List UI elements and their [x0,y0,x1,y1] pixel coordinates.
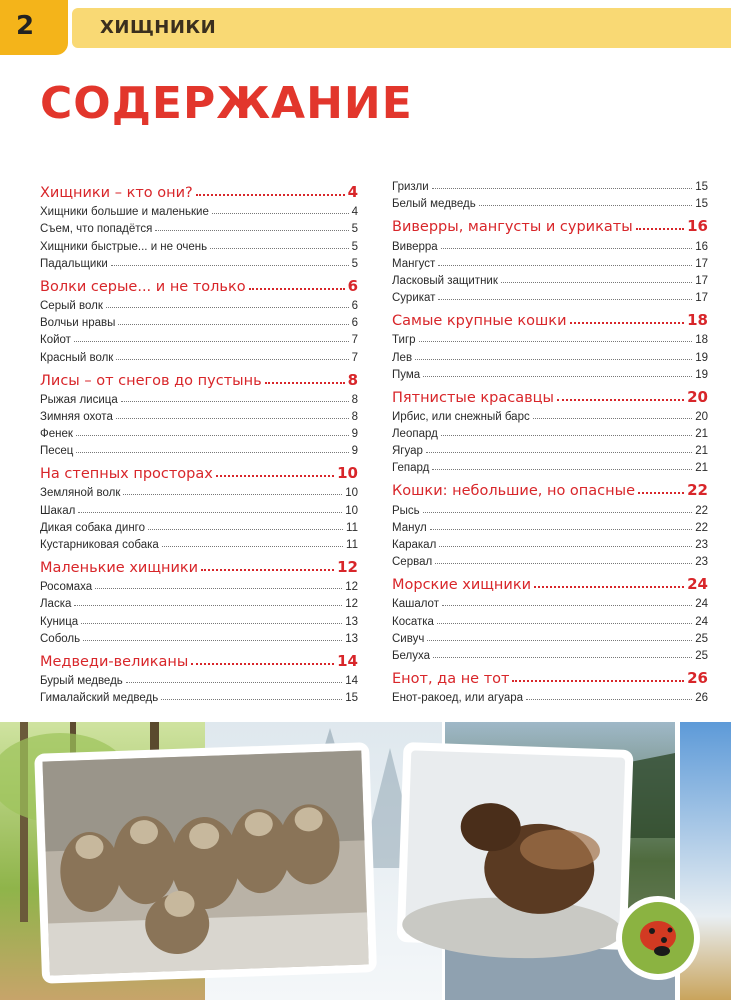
toc-section-title: Морские хищники [392,577,532,594]
dot-leader [423,512,693,513]
toc-item[interactable] [40,593,358,610]
toc-section-page: 16 [687,217,708,236]
toc-item-title: Белуха [392,649,431,662]
dot-leader [116,418,349,419]
toc-item-title: Мангуст [392,257,436,270]
toc-section-title: Медведи-великаны [40,653,189,670]
toc-item-page: 8 [351,393,358,406]
dot-leader [415,359,692,360]
toc-item[interactable] [40,628,358,645]
dot-leader [427,640,692,641]
dot-leader [74,341,349,342]
dot-leader [426,452,692,453]
toc-section-title: Хищники – кто они? [40,185,193,201]
toc-item-title: Падальщики [40,257,108,270]
toc-item[interactable] [40,687,358,704]
toc-item-page: 13 [345,632,358,645]
dot-leader [512,680,684,682]
dot-leader [438,265,692,266]
toc-item-page: 23 [695,556,708,569]
toc-item-title: Ирбис, или снежный барс [392,410,530,423]
toc-item[interactable] [40,346,358,363]
dot-leader [126,682,342,683]
toc-item[interactable] [392,193,708,210]
toc-item-page: 4 [351,206,358,219]
toc-item-page: 5 [351,240,358,253]
toc-item[interactable] [392,628,708,645]
toc-item-title: Съем, что попадётся [40,223,153,236]
toc-section[interactable] [40,554,358,576]
toc-item-title: Кашалот [392,598,439,611]
toc-section-title: Енот, да не тот [392,670,510,687]
dot-leader [210,248,348,249]
toc-item-page: 10 [345,504,358,517]
dot-leader [196,194,345,196]
toc-item-title: Шакал [40,504,76,517]
toc-item[interactable] [392,329,708,346]
dot-leader [116,359,348,360]
dot-leader [212,213,349,214]
toc-item[interactable] [40,201,358,218]
toc-item-page: 5 [351,223,358,236]
toc-item[interactable] [392,270,708,287]
toc-item[interactable] [392,593,708,610]
toc-item-title: Енот-ракоед, или агуара [392,692,524,705]
toc-item-page: 7 [351,351,358,364]
toc-item-title: Росомаха [40,581,93,594]
toc-item[interactable] [392,517,708,534]
toc-item[interactable] [392,423,708,440]
toc-section-title: Пятнистые красавцы [392,389,554,406]
toc-item[interactable] [40,610,358,627]
dot-leader [148,529,343,530]
toc-item-page: 16 [695,240,708,253]
toc-item-title: Земляной волк [40,487,121,500]
dot-leader [76,435,349,436]
toc-item-title: Дикая собака динго [40,521,146,534]
toc-item[interactable] [392,346,708,363]
dot-leader [118,324,348,325]
toc-section[interactable] [40,460,358,482]
toc-item-title: Сурикат [392,292,436,305]
toc-item-title: Красный волк [40,351,114,364]
toc-section-page: 14 [337,651,358,670]
toc-section-page: 20 [687,387,708,406]
toc-item-page: 24 [695,598,708,611]
toc-item-page: 11 [346,521,358,534]
dot-leader [501,282,692,283]
toc-item-title: Ласка [40,598,72,611]
toc-item[interactable] [40,253,358,270]
dot-leader [249,288,345,290]
toc-section[interactable] [392,384,708,406]
toc-section-title: Самые крупные кошки [392,313,567,330]
toc-item-page: 6 [351,317,358,330]
toc-item-page: 17 [695,274,708,287]
toc-item-page: 12 [345,581,358,594]
dot-leader [432,469,692,470]
toc-item[interactable] [392,176,708,193]
dot-leader [432,188,693,189]
dot-leader [430,529,693,530]
toc-item[interactable] [40,670,358,687]
dot-leader [111,265,349,266]
toc-item[interactable] [40,312,358,329]
toc-section-title: Волки серые... и не только [40,278,246,295]
toc-section-title: Маленькие хищники [40,560,199,576]
toc-section-title: На степных просторах [40,466,213,483]
dot-leader [442,605,692,606]
toc-item-page: 9 [351,428,358,441]
toc-item-page: 6 [351,299,358,312]
toc-item-title: Гепард [392,462,430,475]
toc-item-page: 19 [695,351,708,364]
dot-leader [441,435,692,436]
toc-item-page: 15 [695,198,708,211]
dot-leader [216,475,334,477]
toc-section-page: 6 [347,276,358,295]
toc-item-title: Соболь [40,632,81,645]
toc-section-page: 4 [347,183,358,201]
toc-item[interactable] [392,440,708,457]
toc-item-page: 21 [695,462,708,475]
dot-leader [201,569,334,571]
toc-section-title: Виверры, мангусты и сурикаты [392,219,633,236]
toc-item-page: 25 [695,632,708,645]
toc-section-page: 12 [337,558,358,576]
toc-item-title: Хищники большие и маленькие [40,206,209,219]
toc-section[interactable] [392,665,708,687]
ladybug-photo [616,896,700,980]
toc-item-page: 22 [695,504,708,517]
toc-item-page: 24 [695,615,708,628]
toc-item-page: 23 [695,539,708,551]
toc-item[interactable] [40,218,358,235]
toc-item-title: Косатка [392,615,434,628]
toc-item[interactable] [40,482,358,499]
toc-section-title: Лисы – от снегов до пустынь [40,372,262,389]
toc-item-title: Кустарниковая собака [40,539,159,551]
dot-leader [638,492,684,494]
toc-item-page: 18 [695,334,708,347]
toc-item-page: 14 [345,674,358,687]
toc-section-page: 24 [687,575,708,594]
dot-leader [162,546,343,547]
dot-leader [439,546,692,547]
photo-collage [0,718,731,1000]
dot-leader [155,230,348,231]
toc-section-page: 8 [347,370,358,389]
dot-leader [74,605,342,606]
toc-item[interactable] [392,534,708,551]
toc-item[interactable] [40,235,358,252]
dot-leader [123,494,342,495]
toc-section[interactable] [392,477,708,499]
wolverine-photo [396,742,633,962]
toc-item-page: 21 [695,428,708,441]
dot-leader [636,228,684,230]
dot-leader [81,623,342,624]
dot-leader [570,322,685,324]
toc-item-title: Лев [392,351,413,364]
toc-item-title: Зимняя охота [40,410,113,423]
toc-item-title: Ласковый защитник [392,274,498,287]
toc-item-page: 11 [346,539,358,551]
dot-leader [526,699,692,700]
dot-leader [76,452,348,453]
toc-item[interactable] [392,457,708,474]
toc-item[interactable] [392,253,708,270]
toc-section[interactable] [40,367,358,389]
toc-item-page: 17 [695,257,708,270]
dot-leader [161,699,342,700]
toc-section[interactable] [392,213,708,235]
dot-leader [121,401,349,402]
toc-item[interactable] [392,287,708,304]
dot-leader [557,399,684,401]
toc-item-title: Койот [40,334,71,347]
toc-item[interactable] [392,235,708,252]
dot-leader [534,586,684,588]
toc-section-page: 26 [687,668,708,687]
toc-item-title: Волчьи нравы [40,317,116,330]
toc-item[interactable] [392,364,708,381]
section-title: ХИЩНИКИ [100,17,217,38]
toc-item-title: Рысь [392,504,420,517]
toc-section[interactable] [40,179,358,201]
toc-item-title: Манул [392,521,427,534]
toc-left-column [40,176,358,704]
toc-section-page: 22 [687,481,708,500]
toc-item-page: 13 [345,615,358,628]
dot-leader [441,248,693,249]
toc-section-page: 18 [687,311,708,330]
toc-item[interactable] [392,551,708,568]
toc-item-page: 26 [695,692,708,705]
toc-item-page: 15 [345,692,358,705]
dot-leader [95,588,342,589]
dot-leader [479,205,692,206]
toc-section[interactable] [392,307,708,329]
toc-item[interactable] [392,406,708,423]
toc-item-page: 7 [351,334,358,347]
dot-leader [438,299,692,300]
toc-item-title: Белый медведь [392,198,476,211]
toc-item-title: Хищники быстрые... и не очень [40,240,208,253]
toc-item-title: Гималайский медведь [40,692,159,705]
toc-item-title: Серый волк [40,299,103,312]
toc-item-title: Рыжая лисица [40,393,118,406]
page-title: СОДЕРЖАНИЕ [40,78,413,129]
toc-item-title: Песец [40,445,74,458]
toc-item-page: 21 [695,445,708,458]
photo-strip [0,718,731,1000]
toc-item-page: 25 [695,649,708,662]
toc-item-page: 17 [695,292,708,305]
toc-item-page: 12 [345,598,358,611]
toc-item-title: Сервал [392,556,433,569]
toc-item[interactable] [40,295,358,312]
dot-leader [191,663,334,665]
toc-item[interactable] [40,440,358,457]
toc-item-title: Фенек [40,428,73,441]
toc-item-page: 10 [345,487,358,500]
toc-item-title: Куница [40,615,79,628]
toc-item-page: 22 [695,521,708,534]
toc-item[interactable] [392,645,708,662]
section-header [72,8,731,48]
toc-item-page: 8 [351,410,358,423]
toc-item[interactable] [392,687,708,704]
toc-item-title: Тигр [392,334,416,347]
toc-item-title: Леопард [392,428,438,441]
toc-item-page: 20 [695,410,708,423]
toc-item[interactable] [40,576,358,593]
toc-section-title: Кошки: небольшие, но опасные [392,483,635,500]
toc-item-title: Бурый медведь [40,674,123,687]
toc-item[interactable] [392,610,708,627]
toc-item-title: Сивуч [392,632,425,645]
toc-section[interactable] [40,648,358,670]
toc-item[interactable] [40,534,358,551]
dot-leader [437,623,692,624]
toc-item-title: Каракал [392,539,437,551]
dot-leader [435,563,692,564]
toc-item[interactable] [40,389,358,406]
toc-item[interactable] [40,499,358,516]
dot-leader [433,657,692,658]
page-number-box [0,0,68,55]
toc-item[interactable] [392,499,708,516]
toc-item-title: Ягуар [392,445,423,458]
dot-leader [83,640,342,641]
dot-leader [423,376,692,377]
toc-item-page: 5 [351,257,358,270]
toc-item-page: 15 [695,181,708,194]
toc-item-title: Пума [392,368,421,381]
dot-leader [419,341,693,342]
toc-item[interactable] [40,423,358,440]
toc-section[interactable] [392,571,708,593]
toc-item[interactable] [40,329,358,346]
toc-section[interactable] [40,273,358,295]
toc-section-page: 10 [337,464,358,483]
dot-leader [78,512,342,513]
toc-item-title: Гризли [392,181,429,194]
toc-item-page: 9 [351,445,358,458]
page-number: 2 [16,11,35,41]
wolf-pack-photo [34,742,377,984]
dot-leader [533,418,692,419]
dot-leader [265,382,345,384]
toc-item[interactable] [40,406,358,423]
toc-item[interactable] [40,517,358,534]
toc-item-page: 19 [695,368,708,381]
toc-item-title: Виверра [392,240,438,253]
dot-leader [106,307,349,308]
toc-right-column [392,176,708,704]
